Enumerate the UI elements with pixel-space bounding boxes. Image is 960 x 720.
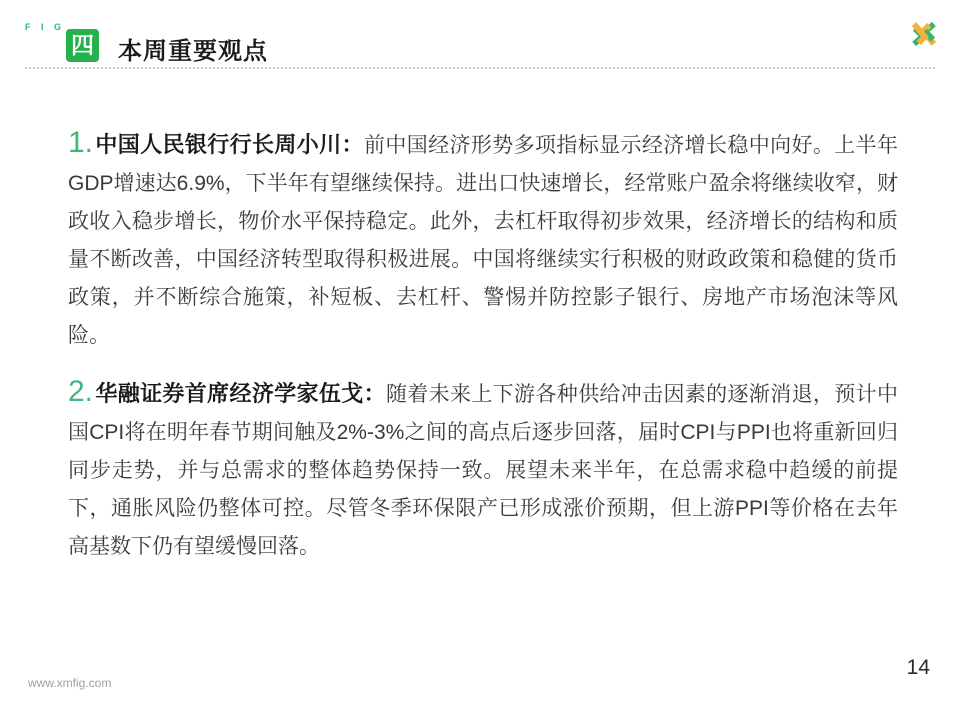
point-1-speaker: 中国人民银行行长周小川： (95, 132, 364, 157)
page-title: 本周重要观点 (118, 38, 268, 65)
page-number: 14 (906, 656, 930, 679)
point-2-speaker: 华融证券首席经济学家伍戈： (95, 381, 386, 406)
point-1-number: 1. (68, 126, 94, 159)
section-number-badge: 四 (66, 29, 99, 62)
brand-small-text: F I G (25, 22, 65, 32)
content-area (68, 126, 898, 586)
point-1-text: 前中国经济形势多项指标显示经济增长稳中向好。上半年GDP增速达6.9%，下半年有望继续保持。进出口快速增长，经常账户盈余将继续收窄，财政收入稳步增长，物价水平保持稳定。此外，去杠杆取得初步效果，经济增长的结构和质量不断改善，中国经济转型取得积极进展。中国将继续实行积极的财政政策和稳健的货币政策，并不断综合施策，补短板、去杠杆、警惕并防控影子银行、房地产市场泡沫等风险。 (68, 134, 898, 347)
header-divider (25, 67, 935, 69)
point-2-text: 随着未来上下游各种供给冲击因素的逐渐消退，预计中国CPI将在明年春节期间触及2%-3%之间的高点后逐步回落，届时CPI与PPI也将重新回归同步走势，并与总需求的整体趋势保持一致。展望未来半年，在总需求稳中趋缓的前提下，通胀风险仍整体可控。尽管冬季环保限产已形成涨价预期，但上游PPI等价格在去年高基数下仍有望缓慢回落。 (68, 383, 898, 558)
point-2 (68, 375, 898, 566)
footer-url: www.xmfig.com (28, 676, 112, 690)
point-2-number: 2. (68, 375, 94, 408)
slide-header (0, 0, 960, 69)
company-logo-icon (906, 16, 942, 52)
point-1 (68, 126, 898, 355)
